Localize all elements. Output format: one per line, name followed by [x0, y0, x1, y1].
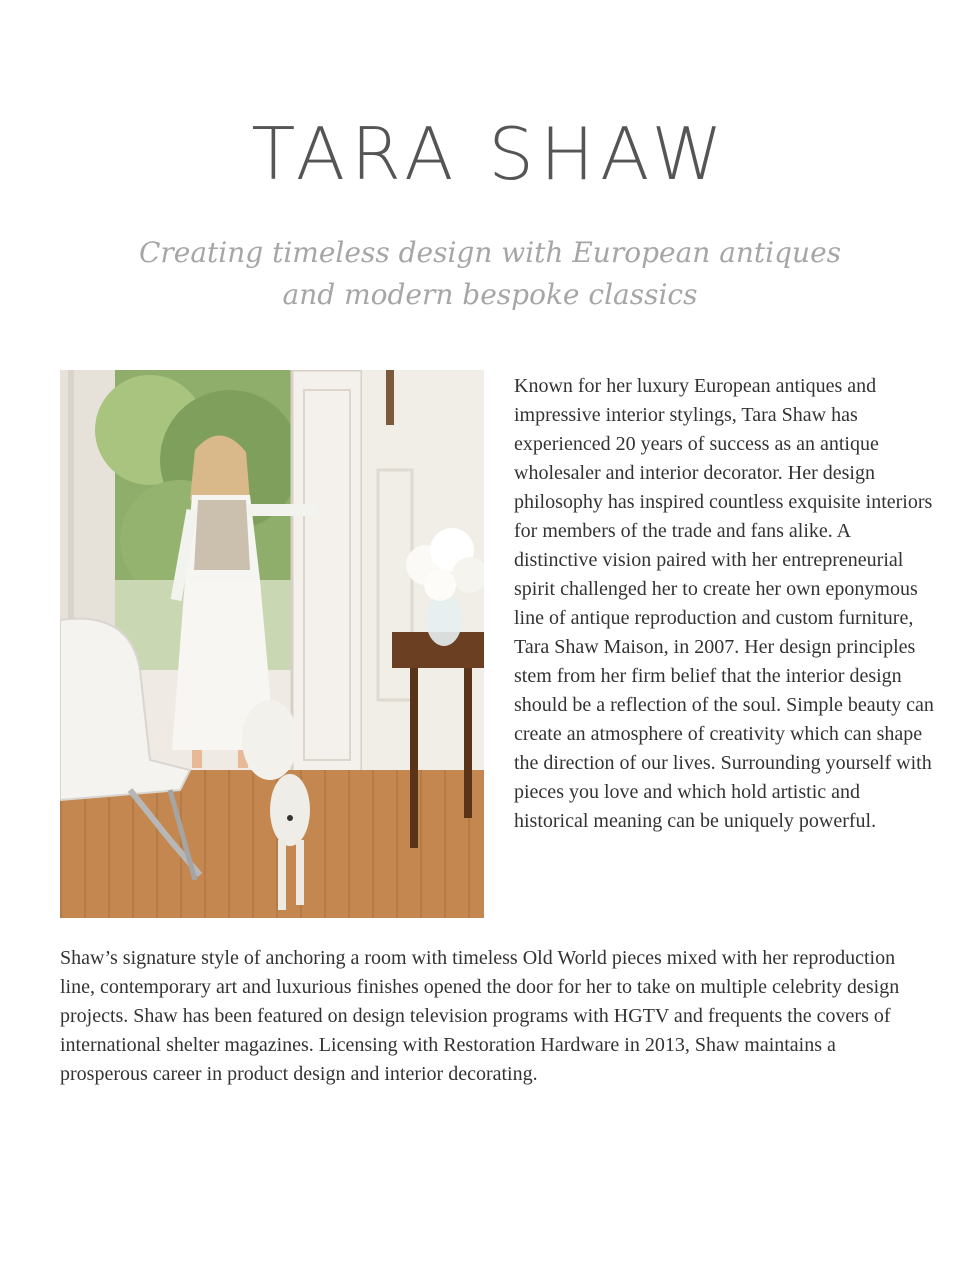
bio-paragraph-1: Known for her luxury European antiques and impressive interior stylings, Tara Shaw has experienced 20 years of success as an antique wholesaler and interior decorator. Her design philosophy has inspired countless exquisite interiors for members of the trade and fans alike. A distinctive vision paired with her entrepreneurial spirit challenged her to create her own eponymous line of antique reproduction and custom furniture, Tara Shaw Maison, in 2007. Her design principles stem from her firm belief that the interior design should be a reflection of the soul. Simple beauty can create an atmosphere of creativity which can shape the direction of our lives. Surrounding yourself with pieces you love and which hold artistic and historical meaning can be uniquely powerful. — [514, 375, 934, 832]
portrait-photo — [60, 370, 484, 918]
page-title: TARA SHAW — [251, 112, 729, 196]
bio-paragraph-2: Shaw’s signature style of anchoring a room with timeless Old World pieces mixed with her reproduction line, contemporary art and luxurious finishes opened the door for her to take on multiple celebrity design projects. Shaw has been featured on design television programs with HGTV and frequents the covers of international shelter magazines. Licensing with Restoration Hardware in 2013, Shaw maintains a prosperous career in product design and interior decorating. — [60, 947, 900, 1085]
portrait-photo-icon — [60, 370, 484, 918]
page-subtitle: Creating timeless design with European antiques and modern bespoke classics — [138, 236, 842, 311]
